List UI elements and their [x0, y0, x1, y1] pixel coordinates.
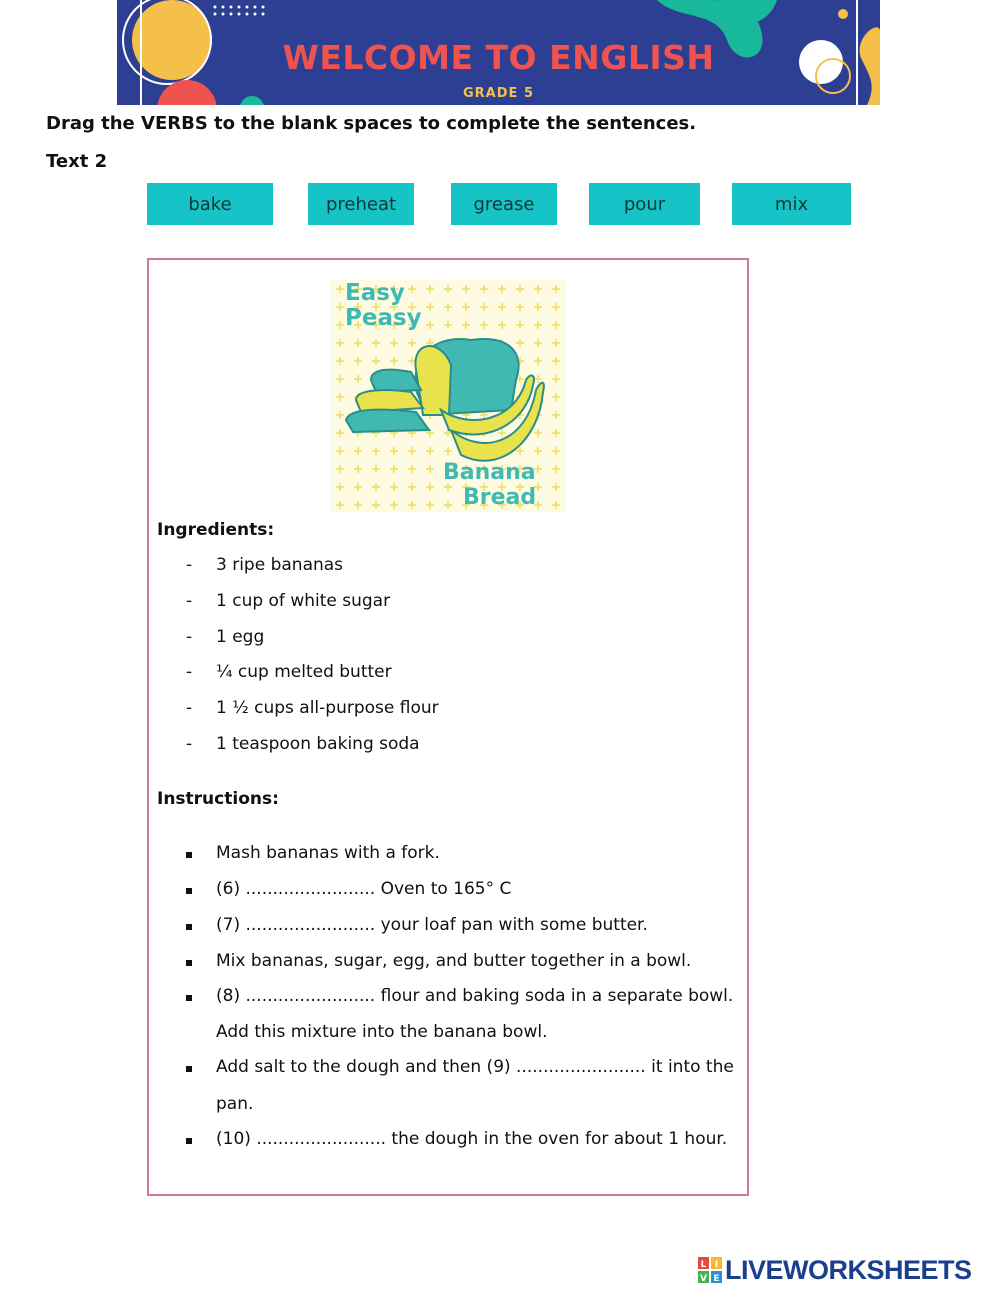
drop-blank-9[interactable]: ........................ — [516, 1057, 646, 1077]
instruction-step-5: (8) ........................ flour and baking soda in a separate bowl. — [216, 986, 734, 1006]
logo-letter: L — [700, 1260, 707, 1270]
list-item: - 1 cup of white sugar — [186, 591, 391, 611]
bullet-icon — [186, 1138, 192, 1144]
banana-bread-poster — [331, 280, 565, 512]
liveworksheets-logo — [698, 1256, 972, 1284]
bullet-icon — [186, 960, 192, 966]
banner-subtitle: GRADE 5 — [463, 86, 534, 101]
logo-letter: V — [700, 1274, 707, 1283]
instruction-step-6: Add salt to the dough and then (9) ........................ it into the — [216, 1057, 734, 1077]
banner-title: WELCOME TO ENGLISH — [282, 38, 715, 77]
list-item: - 1 egg — [186, 627, 265, 647]
drop-blank-8[interactable]: ........................ — [245, 986, 376, 1006]
instruction-step-4: Mix bananas, sugar, egg, and butter together in a bowl. — [216, 951, 692, 971]
verb-drag-mix[interactable]: mix — [732, 183, 851, 225]
verb-drag-bake[interactable]: bake — [147, 183, 273, 225]
logo-letter: I — [714, 1260, 719, 1270]
bullet-icon — [186, 852, 192, 858]
task-instruction: Drag the VERBS to the blank spaces to complete the sentences. — [46, 113, 697, 134]
instruction-step-2: (6) ........................ Oven to 165° C — [216, 879, 512, 899]
instructions-heading: Instructions: — [157, 789, 279, 809]
logo-letter: E — [713, 1274, 720, 1283]
drop-blank-7[interactable]: ........................ — [245, 915, 376, 935]
list-item: - ¼ cup melted butter — [186, 662, 392, 682]
bullet-icon — [186, 1066, 192, 1072]
instruction-step-6-cont: pan. — [216, 1094, 254, 1114]
instruction-step-7: (10) ........................ the dough in the oven for about 1 hour. — [216, 1129, 728, 1149]
list-item: - 1 ½ cups all-purpose flour — [186, 698, 439, 718]
poster-title-2: Peasy — [345, 305, 422, 331]
list-item: - 3 ripe bananas — [186, 555, 344, 575]
list-item: - 1 teaspoon baking soda — [186, 734, 420, 754]
verb-drag-grease[interactable]: grease — [451, 183, 557, 225]
drop-blank-6[interactable]: ........................ — [245, 879, 376, 899]
header-banner — [117, 0, 880, 105]
bullet-icon — [186, 995, 192, 1001]
instruction-step-3: (7) ........................ your loaf pan with some butter. — [216, 915, 648, 935]
text-label: Text 2 — [46, 151, 108, 172]
bullet-icon — [186, 924, 192, 930]
poster-footer-1: Banana — [443, 460, 536, 485]
logo-text: LIVEWORKSHEETS — [725, 1254, 972, 1285]
poster-footer-2: Bread — [463, 485, 537, 510]
instruction-step-1: Mash bananas with a fork. — [216, 843, 440, 863]
liveworksheets-logo-icon — [698, 1257, 722, 1283]
instruction-step-5-cont: Add this mixture into the banana bowl. — [216, 1022, 548, 1042]
bullet-icon — [186, 888, 192, 894]
drop-blank-10[interactable]: ........................ — [256, 1129, 387, 1149]
verb-drag-preheat[interactable]: preheat — [308, 183, 414, 225]
poster-title-1: Easy — [345, 280, 405, 306]
ingredients-heading: Ingredients: — [157, 520, 275, 540]
verb-drag-pour[interactable]: pour — [589, 183, 700, 225]
